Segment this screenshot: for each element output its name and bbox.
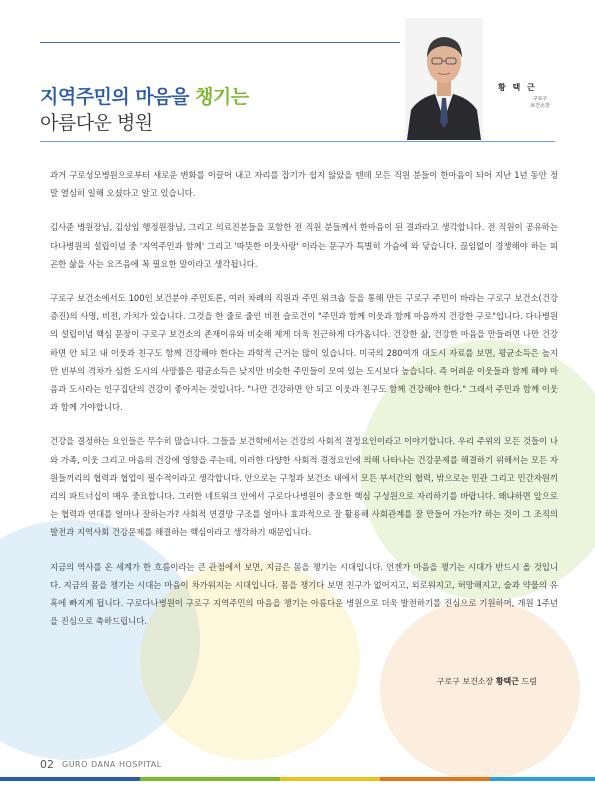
signature-suffix: 드림 [519,677,537,686]
footer-bar-cyan [490,777,595,781]
headline-bottom-rule [40,141,555,142]
publication-name: GURO DANA HOSPITAL [62,760,162,769]
signature [437,676,537,687]
letter-body [50,166,558,646]
footer-bar-green [140,777,280,781]
footer-bar-orange [380,777,490,781]
author-photo [405,18,483,140]
header-top-rule [40,42,400,43]
headline-accent: 챙기는 [195,86,249,108]
signature-prefix: 구로구 보건소장 [436,677,496,686]
author-role-line-2: 보건소장 [530,103,550,109]
paragraph-1: 과거 구로성모병원으로부터 새로운 변화를 이끌어 내고 자리를 잡기가 쉽지 않았을 텐데 모든 직원 분들이 한마음이 되어 지난 1년 동안 정말 열심히 일해 오셨다고 알고 있습니다. [50,170,558,199]
paragraph-3: 구로구 보건소에서도 100인 보건분야 주민토론, 여러 차례의 직원과 주민 워크숍 등을 통해 만든 구로구 주민이 바라는 구로구 보건소(건강증진)의 사명, 비전, 가치가 있습니다. 그것을 한 줄로 줄인 비전 슬로건이 "주민과 함께 이웃과 함께 마음까지 건강한 구로"입니다. 다나병원의 설립이념 핵심 문장이 구로구 보건소의 존재이유와 비슷해 제게 더욱 친근하게 다가옵니다. 건강한 삶, 건강한 마음을 만들려면 나만 건강하면 안 되고 내 이웃과 친구도 함께 건강해야 한다는 과학적 근거는 많이 있습니다. 미국의 280여개 대도시 자료를 보면, 평균소득은 높지만 빈부의 격차가 심한 도시의 사망률은 평균소득은 낮지만 비슷한 주민들이 모여 있는 도시보다 높습니다. 즉 어려운 이웃들과 함께 해야 마음과 도시라는 인구집단의 건강이 좋아지는 것입니다. "나만 건강하면 안 되고 이웃과 친구도 함께 건강해야 한다." 그래서 주민과 함께 이웃과 함께 가야합니다. [50,293,558,413]
headline-line-1 [40,82,249,109]
footer-bar-blue [0,777,140,781]
signature-name: 황택근 [495,677,519,686]
author-role [525,96,555,110]
paragraph-5: 지금의 역사를 온 세계가 한 흐름이라는 큰 관점에서 보면, 지금은 몸을 챙기는 시대입니다. 언젠가 마음을 챙기는 시대가 반드시 올 것입니다. 지금의 몸을 챙기는 시대는 마음이 차가워지는 시대입니다. 몸을 챙기다 보면 친구가 없어지고, 외로워지고, 허망해지고, 술과 약물의 유혹에 빠지게 됩니다. 구로다나병원이 구로구 지역주민의 마음을 챙기는 아름다운 병원으로 더욱 발전하기를 진심으로 기원하며, 개원 1주년을 진심으로 축하드립니다. [50,561,558,627]
author-role-line-1: 구로구 [532,96,548,102]
headline-part-1: 지역주민의 마음을 [40,86,196,108]
paragraph-4: 건강을 결정하는 요인들은 무수히 많습니다. 그들을 보건학에서는 건강의 사회적 결정요인이라고 이야기합니다. 우리 주위의 모든 것들이 나와 가족, 이웃 그리고 마음의 건강에 영향을 주는데, 이러한 다양한 사회적 결정요인에 의해 나타나는 건강문제를 해결하기 위해서는 모든 자원들끼리의 협력과 협업이 필수적이라고 생각합니다. 안으로는 구청과 보건소 내에서 모든 부서간의 협력, 밖으로는 민관 그리고 민간자원끼리의 파트너십이 매우 중요합니다. 그러한 네트워크 안에서 구로다나병원이 중요한 핵심 구성원으로 자리하기를 바랍니다. 왜냐하면 앞으로는 협력과 연대를 얼마나 잘하는가? 사회적 연결망 구조를 얼마나 효과적으로 잘 활용해 사회관계를 잘 만들어 가는가? 하는 것이 그 조직의 발전과 지역사회 건강문제를 해결하는 핵심이라고 생각하기 때문입니다. [50,436,558,538]
author-name: 황 택 근 [498,83,537,92]
headline-line-2: 아름다운 병원 [40,112,153,134]
footer-bar-yellow [280,777,380,781]
page-number: 02 [40,758,54,771]
paragraph-2: 김사준 병원장님, 김상임 행정원장님, 그리고 의료진분들을 포함한 전 직원 분들께서 한마음이 된 결과라고 생각합니다. 전 직원이 공유하는 다나병원의 설립이념 중 '지역주민과 함께' 그리고 '따뜻한 이웃사랑' 이라는 문구가 특별히 가슴에 와 닿습니다. 끊임없이 경쟁해야 하는 피곤한 삶을 사는 요즈음에 꼭 필요한 말이라고 생각됩니다. [50,222,558,269]
